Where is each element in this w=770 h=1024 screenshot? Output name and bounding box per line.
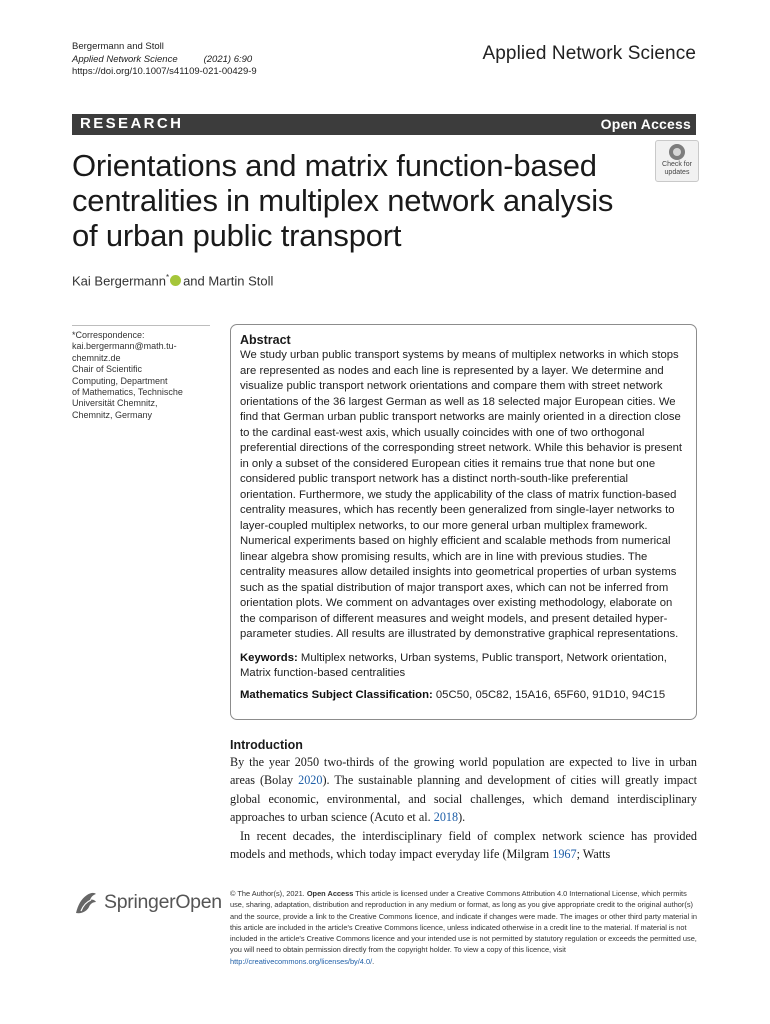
citation-block — [72, 41, 257, 79]
logo-wordmark — [104, 891, 222, 914]
check-updates-line1: Check for — [662, 161, 692, 168]
p2-text-b: ; Watts — [576, 847, 611, 862]
abstract-text: We study urban public transport systems by means of multiplex networks in which stops are represented as nodes and each line is represented by a layer. We determine and visualize public transport network orientations and compare them with street network orientations of the 36 largest German as well as 18 selected major European cities. We find that German urban public transport networks are mainly oriented in a direction close to the cardinal east-west axis, which usually coincides with one of two orthogonal preferential directions of the corresponding street network. While this behavior is present in only a subset of the considered European cities it remains true that none but one considered public transport network has a distinct north-south-like preferential orientation. Furthermore, we study the applicability of the class of matrix function-based centrality measures, which has recently been generalized from single-layer networks to layer-coupled multiplex networks, to our more general urban multiplex framework. Numerical experiments based on highly efficient and scalable methods from numerical linear algebra show promising results, which are in line with previous studies. The centrality measures allow detailed insights into geometrical properties of urban systems such as the spatial distribution of major transport axes, which can not be inferred from orientation plots. We comment on advantages over existing methodology, elaborate on the comparison of different measures and weight models, and present detailed hyper-parameter studies. All results are illustrated by demonstrative graphical representations. — [240, 349, 683, 640]
license-oa-label: Open Access — [306, 889, 354, 898]
p1-text-a: By the year 2050 two-thirds of the growing world population are expected to live in urban areas (Bolay — [230, 755, 697, 788]
msc-line — [240, 688, 687, 704]
springer-horse-icon — [72, 887, 100, 917]
correspondence-email-1[interactable]: kai.bergermann@math.tu- — [72, 341, 177, 352]
citation-doi[interactable]: https://doi.org/10.1007/s41109-021-00429-9 — [72, 66, 257, 77]
introduction-section — [230, 737, 697, 863]
keywords-text: Multiplex networks, Urban systems, Public transport, Network orientation, Matrix function-based centralities — [240, 651, 667, 679]
p2-text-a: In recent decades, the interdisciplinary field of complex network science has provided models and methods, which today impact everyday life (Milgram — [230, 828, 697, 862]
orcid-icon[interactable] — [170, 275, 181, 286]
open-access-label: Open Access — [600, 116, 691, 132]
check-for-updates-button[interactable] — [655, 140, 699, 182]
author-line — [72, 273, 273, 288]
affiliation-line-2: Computing, Department — [72, 375, 168, 386]
check-updates-line2: updates — [664, 169, 690, 176]
msc-codes: 05C50, 05C82, 15A16, 65F60, 91D10, 94C15 — [435, 688, 666, 701]
section-label: RESEARCH — [80, 115, 184, 132]
logo-suffix: Open — [175, 891, 222, 913]
citation-journal: Applied Network Science — [72, 53, 178, 65]
citation-authors: Bergermann and Stoll — [72, 41, 164, 52]
author-rest[interactable]: and Martin Stoll — [183, 273, 274, 289]
introduction-paragraph-1 — [230, 753, 697, 827]
ref-acuto-2018[interactable]: 2018 — [433, 810, 459, 825]
citation-volume: (2021) 6:90 — [203, 53, 253, 65]
affiliation-line-4: Universität Chemnitz, — [72, 398, 158, 409]
article-title: Orientations and matrix function-based centralities in multiplex network analysis of urban public transport — [72, 148, 614, 253]
license-text: This article is licensed under a Creative Commons Attribution 4.0 International License, which permits use, sharing, adaptation, distribution and reproduction in any medium or format, as long as you give appropriate credit to the original author(s) and the source, provide a link to the Creative Commons licence, and indicate if changes were made. The images or other third party material in this article are included in the article's Creative Commons licence, unless indicated otherwise in a credit line to the material. If material is not included in the article's Creative Commons licence and your intended use is not permitted by statutory regulation or exceeds the permitted use, you will need to obtain permission directly from the copyright holder. To view a copy of this licence, visit — [230, 889, 697, 955]
license-footer — [230, 888, 697, 967]
correspondence-email-2[interactable]: chemnitz.de — [72, 352, 121, 363]
check-updates-icon — [669, 144, 685, 160]
keywords-label: Keywords: — [240, 651, 298, 664]
introduction-paragraph-2 — [230, 827, 697, 864]
msc-label: Mathematics Subject Classification: — [240, 688, 433, 701]
ref-milgram-1967[interactable]: 1967 — [552, 847, 577, 862]
introduction-heading: Introduction — [230, 738, 303, 752]
affiliation-line-5: Chemnitz, Germany — [72, 409, 153, 420]
springer-open-logo — [72, 887, 222, 917]
p1-text-c: ). — [458, 810, 466, 825]
license-url[interactable]: http://creativecommons.org/licenses/by/4.0/ — [230, 956, 373, 966]
abstract-box — [230, 324, 697, 720]
citation-journal-line — [72, 54, 257, 67]
license-copyright: © The Author(s), 2021. — [230, 889, 305, 898]
correspondence-mark: * — [165, 273, 170, 282]
journal-name: Applied Network Science — [482, 43, 696, 64]
affiliation-line-3: of Mathematics, Technische — [72, 387, 183, 398]
abstract-heading: Abstract — [240, 333, 291, 347]
correspondence-block — [72, 325, 210, 421]
keywords-line — [240, 651, 687, 682]
ref-bolay-2020[interactable]: 2020 — [298, 773, 323, 788]
logo-name: Springer — [104, 891, 176, 913]
correspondence-label: *Correspondence: — [72, 330, 145, 340]
p1-text-b: ). The sustainable planning and development of cities will greatly impact global economic, environmental, and social challenges, which demand interdisciplinary approaches to urban science (Acuto et al. — [230, 773, 698, 825]
author-first[interactable]: Kai Bergermann — [72, 273, 166, 289]
affiliation-line-1: Chair of Scientific — [72, 364, 143, 375]
license-end: . — [372, 956, 375, 966]
section-bar — [72, 114, 696, 135]
